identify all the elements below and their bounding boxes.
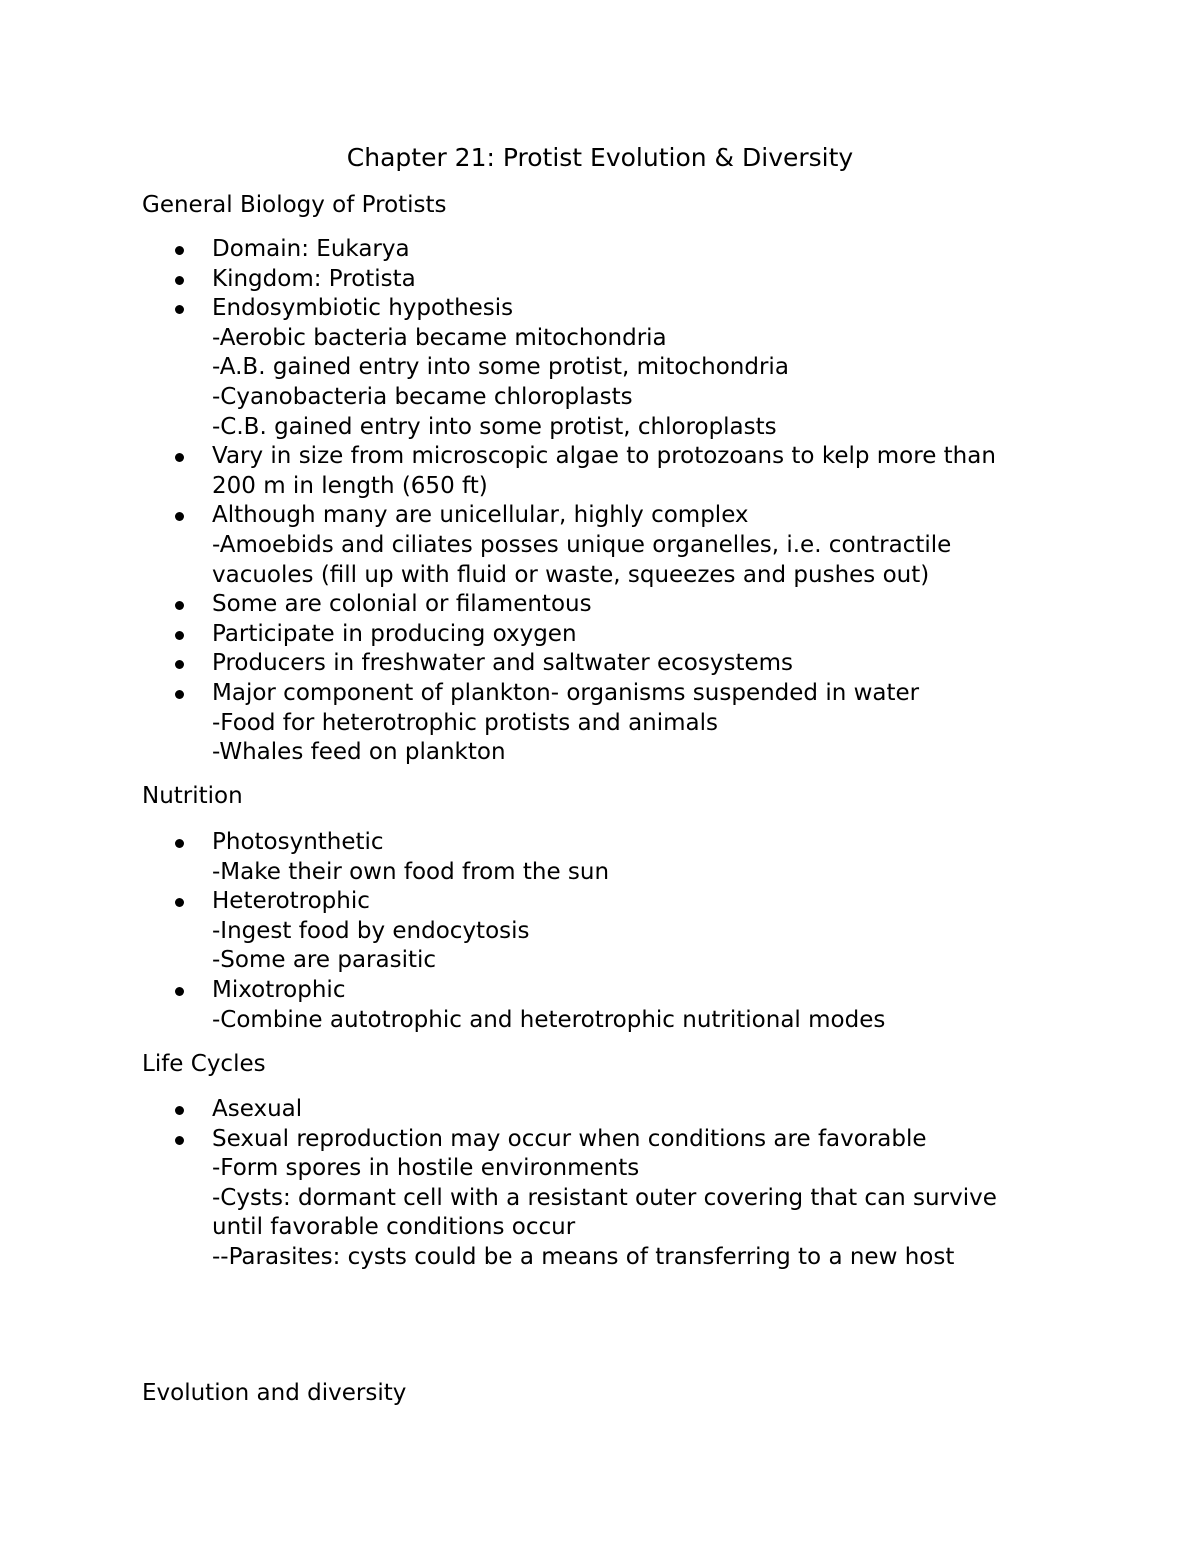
list-item bbox=[0, 887, 885, 976]
bullet-icon bbox=[175, 839, 184, 848]
list-item bbox=[0, 294, 996, 442]
sub-point: -Amoebids and ciliates posses unique organelles, i.e. contractile bbox=[212, 531, 952, 558]
sub-point: -Combine autotrophic and heterotrophic nutritional modes bbox=[212, 1006, 886, 1033]
item-text: Vary in size from microscopic algae to protozoans to kelp more than bbox=[212, 443, 996, 470]
section-heading-nutrition: Nutrition bbox=[142, 783, 243, 809]
nutrition-list bbox=[0, 828, 885, 1035]
bullet-icon bbox=[175, 690, 184, 699]
item-text: Sexual reproduction may occur when conditions are favorable bbox=[212, 1125, 927, 1152]
bullet-icon bbox=[175, 453, 184, 462]
item-text: Mixotrophic bbox=[212, 976, 346, 1003]
sub-point: -A.B. gained entry into some protist, mitochondria bbox=[212, 354, 789, 381]
list-item bbox=[0, 590, 996, 620]
sub-point: -C.B. gained entry into some protist, chloroplasts bbox=[212, 413, 777, 440]
item-text: Photosynthetic bbox=[212, 829, 384, 855]
list-item bbox=[0, 1125, 997, 1273]
document-title: Chapter 21: Protist Evolution & Diversity bbox=[346, 143, 854, 172]
general-biology-list bbox=[0, 235, 996, 768]
sub-point-continued: until favorable conditions occur bbox=[212, 1214, 576, 1241]
list-item bbox=[0, 620, 996, 650]
list-item bbox=[0, 649, 996, 679]
bullet-icon bbox=[175, 305, 184, 314]
list-item bbox=[0, 828, 885, 887]
sub-point: -Aerobic bacteria became mitochondria bbox=[212, 324, 667, 351]
sub-point: -Some are parasitic bbox=[212, 947, 437, 974]
bullet-icon bbox=[175, 246, 184, 255]
section-heading-general-biology: General Biology of Protists bbox=[142, 192, 447, 218]
sub-point: -Cysts: dormant cell with a resistant outer covering that can survive bbox=[212, 1184, 997, 1211]
item-text: Producers in freshwater and saltwater ecosystems bbox=[212, 650, 793, 677]
item-text: Heterotrophic bbox=[212, 888, 370, 915]
list-item bbox=[0, 265, 996, 295]
bullet-icon bbox=[175, 601, 184, 610]
bullet-icon bbox=[175, 512, 184, 521]
item-text: Although many are unicellular, highly complex bbox=[212, 502, 749, 529]
list-item bbox=[0, 976, 885, 1035]
list-item bbox=[0, 1095, 997, 1125]
item-text: Endosymbiotic hypothesis bbox=[212, 295, 514, 322]
list-item bbox=[0, 442, 996, 501]
bullet-icon bbox=[175, 1106, 184, 1115]
sub-point-continued: vacuoles (fill up with fluid or waste, squeezes and pushes out) bbox=[212, 561, 930, 588]
item-text: Asexual bbox=[212, 1096, 303, 1122]
list-item bbox=[0, 235, 996, 265]
item-text: Kingdom: Protista bbox=[212, 265, 416, 292]
sub-point: -Cyanobacteria became chloroplasts bbox=[212, 383, 633, 410]
list-item bbox=[0, 679, 996, 768]
sub-point: -Make their own food from the sun bbox=[212, 858, 610, 885]
bullet-icon bbox=[175, 276, 184, 285]
bullet-icon bbox=[175, 987, 184, 996]
list-item bbox=[0, 501, 996, 590]
sub-point: -Whales feed on plankton bbox=[212, 739, 506, 766]
item-text-continued: 200 m in length (650 ft) bbox=[212, 472, 488, 499]
sub-point: -Form spores in hostile environments bbox=[212, 1155, 640, 1182]
sub-point: -Food for heterotrophic protists and animals bbox=[212, 709, 719, 736]
item-text: Participate in producing oxygen bbox=[212, 620, 577, 647]
life-cycles-list bbox=[0, 1095, 997, 1273]
bullet-icon bbox=[175, 660, 184, 669]
bullet-icon bbox=[175, 1136, 184, 1145]
section-heading-evolution-diversity: Evolution and diversity bbox=[142, 1380, 407, 1406]
item-text: Domain: Eukarya bbox=[212, 236, 410, 262]
bullet-icon bbox=[175, 898, 184, 907]
sub-point: --Parasites: cysts could be a means of transferring to a new host bbox=[212, 1243, 955, 1270]
item-text: Some are colonial or filamentous bbox=[212, 591, 592, 618]
section-heading-life-cycles: Life Cycles bbox=[142, 1051, 266, 1077]
item-text: Major component of plankton- organisms suspended in water bbox=[212, 679, 920, 706]
sub-point: -Ingest food by endocytosis bbox=[212, 917, 530, 944]
bullet-icon bbox=[175, 631, 184, 640]
